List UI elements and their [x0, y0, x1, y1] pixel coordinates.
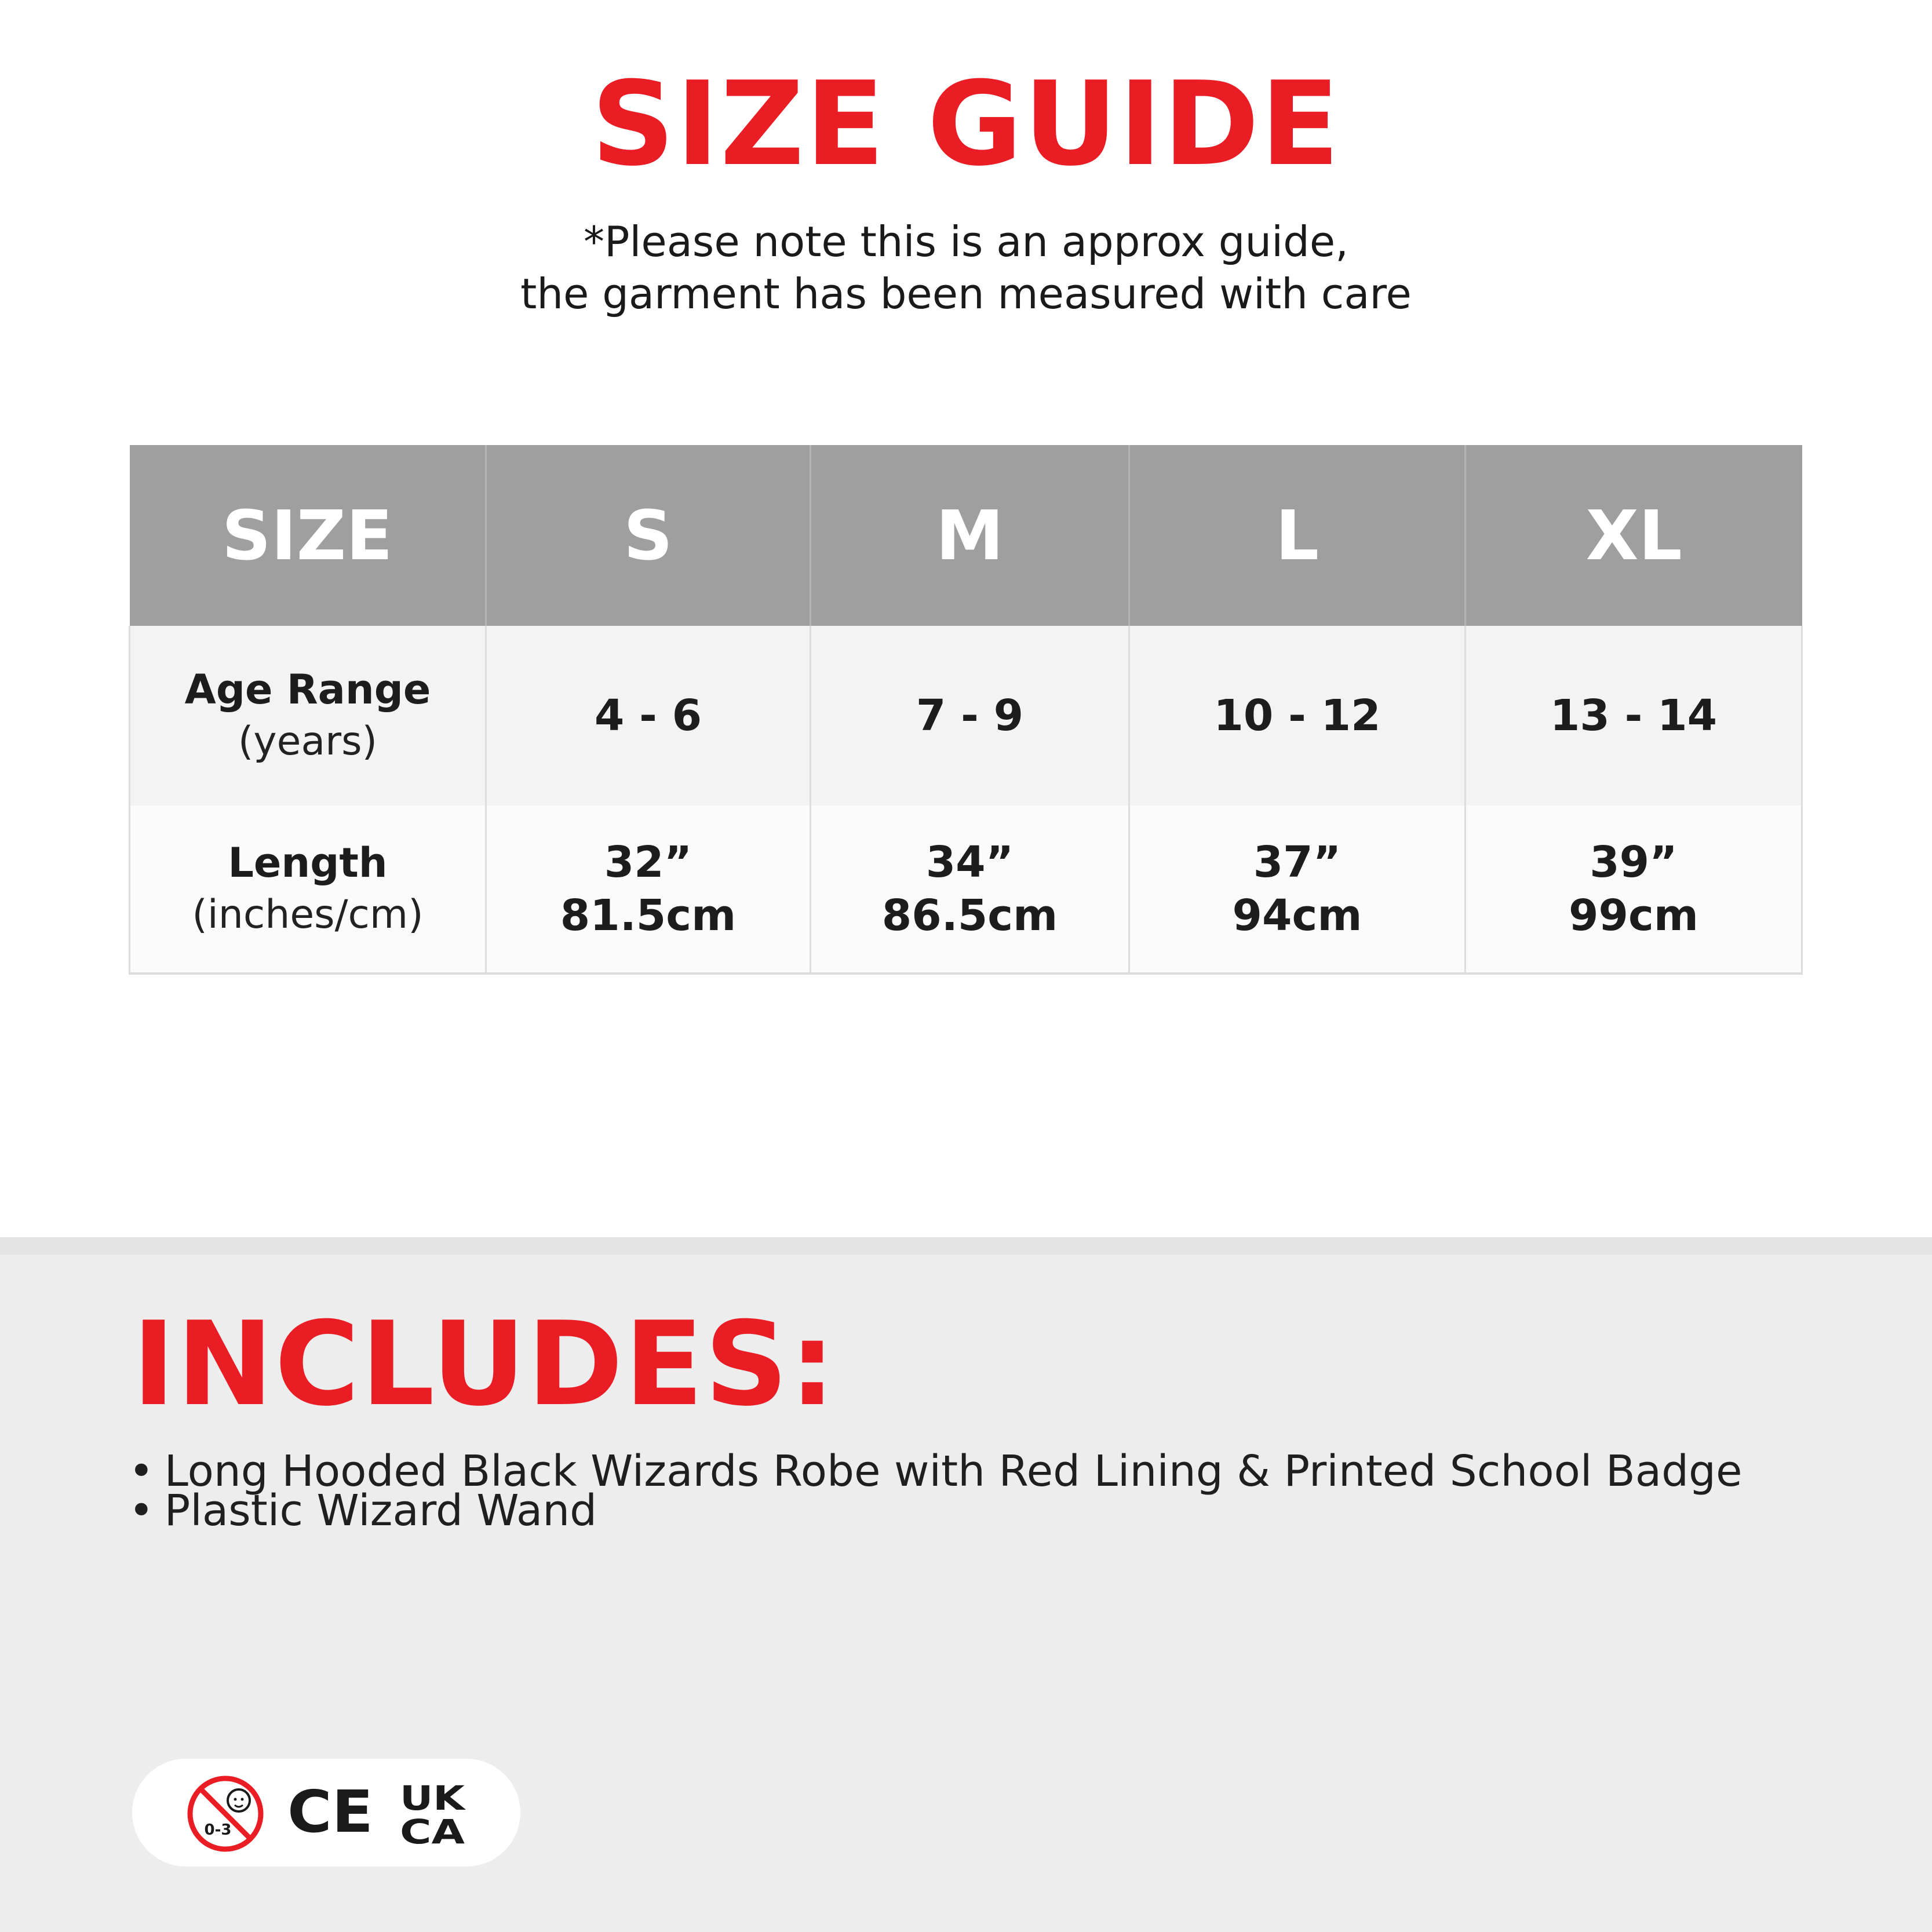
note-line-2: the garment has been measured with care: [520, 269, 1412, 318]
includes-item-wand: • Plastic Wizard Wand: [129, 1491, 1743, 1530]
ukca-mark-icon: [400, 1778, 466, 1851]
size-header-row: [130, 445, 1802, 626]
age-range-row: [130, 626, 1802, 805]
not-for-under-3-icon: [190, 1778, 261, 1849]
length-cm-m: 86.5cm: [881, 891, 1058, 941]
length-label: Length: [228, 839, 388, 887]
age-value-m: 7 - 9: [811, 626, 1129, 805]
age-value-l: 10 - 12: [1129, 626, 1466, 805]
age-range-label-cell: [130, 626, 486, 805]
length-inches-xl: 39”: [1590, 837, 1678, 887]
note-line-1: *Please note this is an approx guide,: [583, 217, 1349, 266]
length-cm-s: 81.5cm: [560, 891, 737, 941]
length-cell-xl: [1466, 805, 1802, 974]
length-row: [130, 805, 1802, 974]
size-guide-note: [0, 216, 1932, 320]
length-cm-xl: 99cm: [1569, 891, 1698, 941]
safety-badges: [132, 1759, 520, 1867]
age-range-unit: (years): [238, 719, 378, 764]
size-guide-title: SIZE GUIDE: [591, 57, 1341, 192]
length-inches-m: 34”: [925, 837, 1014, 887]
length-cm-l: 94cm: [1232, 891, 1362, 941]
length-unit: (inches/cm): [192, 892, 424, 938]
size-table: [129, 445, 1803, 975]
ce-mark-label: CE: [287, 1778, 373, 1846]
age-range-label: Age Range: [184, 666, 431, 713]
ukca-mark-bottom: CA: [400, 1812, 465, 1851]
length-label-cell: [130, 805, 486, 974]
age-value-s: 4 - 6: [486, 626, 811, 805]
header-l: L: [1129, 445, 1466, 626]
ce-mark-icon: [287, 1778, 373, 1846]
length-cell-l: [1129, 805, 1466, 974]
includes-title: INCLUDES:: [132, 1297, 837, 1432]
length-cell-s: [486, 805, 811, 974]
length-inches-s: 32”: [604, 837, 692, 887]
ukca-mark-top: UK: [400, 1778, 466, 1818]
includes-item-robe: • Long Hooded Black Wizards Robe with Red Lining & Printed School Badge: [129, 1452, 1743, 1491]
age-warning-label: 0-3: [204, 1821, 232, 1839]
section-divider-band: [0, 1237, 1932, 1255]
safety-badges-graphic: [132, 1759, 520, 1867]
header-m: M: [811, 445, 1129, 626]
header-s: S: [486, 445, 811, 626]
length-inches-l: 37”: [1253, 837, 1342, 887]
header-xl: XL: [1585, 495, 1682, 575]
includes-list: [129, 1446, 1743, 1536]
length-cell-m: [811, 805, 1129, 974]
header-size: SIZE: [130, 445, 486, 626]
age-value-xl: 13 - 14: [1466, 626, 1802, 805]
